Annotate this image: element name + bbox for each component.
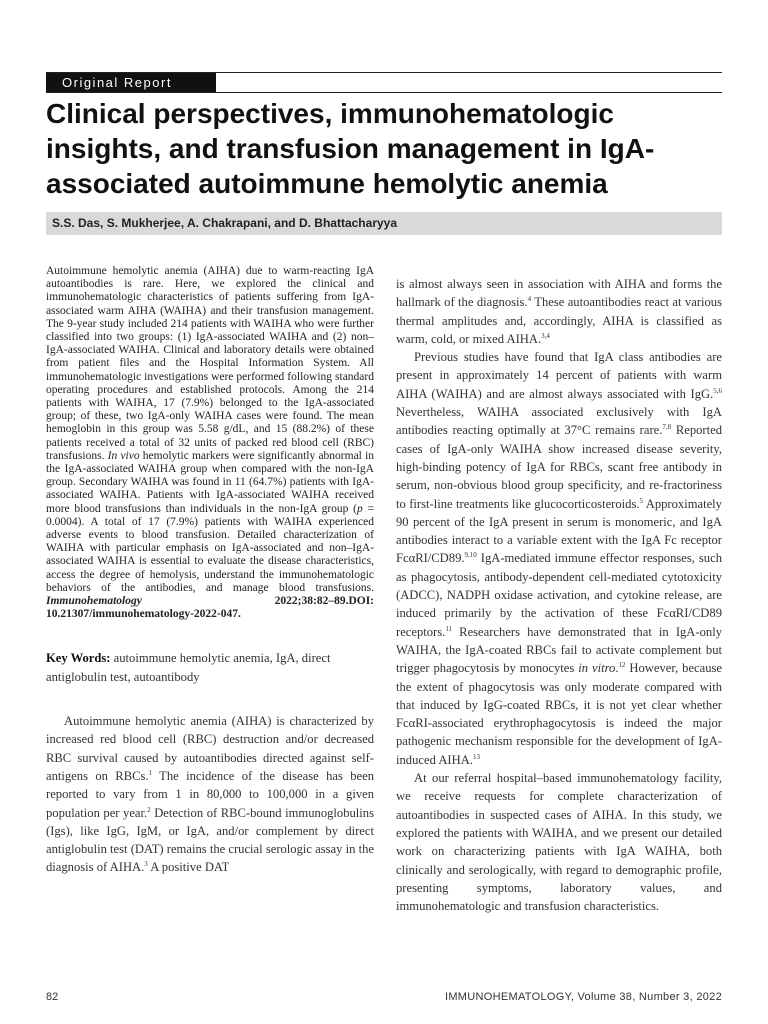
section-rule xyxy=(46,72,722,93)
body-text: Approximately 90 percent of the IgA present in serum is monomeric, and IgA antibodies interact to a variable extent with the IgA Fc receptor FcαRI/CD89. xyxy=(396,496,722,566)
body-text: Autoimmune hemolytic anemia (AIHA) is characterized by increased red blood cell (RBC) destruction and/or decreased RBC survival caused by autoantibodies directed against self-antigens on RBCs. xyxy=(46,714,374,783)
reference-marker[interactable]: 5 xyxy=(639,496,643,505)
reference-marker[interactable]: 13 xyxy=(472,752,480,761)
body-text: Reported cases of IgA-only WAIHA show increased disease severity, high-binding potency of IgA for RBCs, scant free antibody in serum, non-obvious blood group specificity, and re-fractoriness to first-line treatments like glucocorticosteroids. xyxy=(396,423,723,511)
abstract-p-value-symbol: p xyxy=(357,502,363,515)
body-text: At our referral hospital–based immunohematology facility, we receive requests for complete characterization of autoantibodies in suspected cases of AIHA. In this study, we explored the patients with WAIHA, and we present our detailed work on characterizing patients with IgA WAIHA, both clinically and serologically, with regard to demographic profile, presenting symptoms, laboratory values, and immunohematologic and transfusion characteristics. xyxy=(396,771,722,914)
left-column xyxy=(46,265,374,877)
keywords-label: Key Words: xyxy=(46,651,111,666)
keywords xyxy=(46,649,374,686)
citation-doi[interactable]: 2022;38:82–89.DOI: 10.21307/immunohematology-2022-047. xyxy=(46,595,374,621)
reference-marker[interactable]: 11 xyxy=(445,624,453,633)
keywords-text: autoimmune hemolytic anemia, IgA, direct antiglobulin test, autoantibody xyxy=(46,651,331,684)
reference-marker[interactable]: 4 xyxy=(527,295,532,304)
reference-marker[interactable]: 1 xyxy=(148,768,153,777)
body-text: Detection of RBC-bound immunoglobulins (Igs), like IgG, IgM, or IgA, and/or complement by direct antiglobulin test (DAT) remains the crucial serologic assay in the diagnosis of AIHA. xyxy=(46,805,374,875)
reference-marker[interactable]: 2 xyxy=(147,805,151,814)
in-vitro-term: in vitro xyxy=(578,661,616,676)
abstract-text-3: = 0.0004). A total of 17 (7.9%) patients with WAIHA experienced adverse events to blood transfusion. Detailed characterization of WAIHA with particular emphasis on IgA-associated and non–IgA-associated WAIHA is essential to evaluate the disease characteristics, access the degree of hemolysis, understand the immunohematologic behaviors of the antibodies, and manage blood transfusions. xyxy=(46,502,374,594)
reference-marker[interactable]: 9,10 xyxy=(464,551,477,560)
abstract xyxy=(46,265,374,621)
right-column xyxy=(396,275,722,915)
reference-marker[interactable]: 3,4 xyxy=(541,331,550,340)
body-text: Nevertheless, WAIHA associated exclusively with IgA antibodies reacting optimally at 37°C remains rare. xyxy=(396,405,722,438)
body-paragraph xyxy=(396,348,722,769)
body-paragraph xyxy=(396,275,722,348)
body-left xyxy=(46,712,374,877)
abstract-text-2: hemolytic markers were significantly abnormal in the IgA-associated WAIHA group when compared with the non-IgA group. Secondary WAIHA was found in 11 (64.7%) patients with IgA-associated WAIHA. Patients with IgA-associated WAIHA received more blood transfusions than individuals in the non-IgA group ( xyxy=(46,449,375,515)
reference-marker[interactable]: 12 xyxy=(618,661,626,670)
body-text: A positive DAT xyxy=(147,860,230,875)
body-text: These autoantibodies react at various thermal amplitudes and, accordingly, AIHA is classified as warm, cold, or mixed AIHA. xyxy=(396,295,722,346)
body-paragraph xyxy=(46,712,374,877)
citation-journal: Immunohematology xyxy=(46,595,142,608)
body-paragraph xyxy=(396,769,722,915)
abstract-paragraph xyxy=(46,265,374,621)
body-text: Researchers have demonstrated that in IgA-only WAIHA, the IgA-coated RBCs fail to activate complement but trigger phagocytosis by monocytes xyxy=(396,624,722,676)
abstract-text-1: Autoimmune hemolytic anemia (AIHA) due to warm-reacting IgA autoantibodies is rare. Here, we explored the clinical and immunohematologic characteristics of patients suffering from IgA-associated warm AIHA (WAIHA) and their transfusion management. The 9-year study included 214 patients with WAIHA who were further classified into two groups: (1) IgA-associated WAIHA and (2) non–IgA-associated WAIHA. Clinical and laboratory details were obtained from patient files and the Hospital Information System. All immunohematologic investigations were performed following standard operating procedures and established protocols. Among the 214 patients with WAIHA, 17 (7.9%) belonged to the IgA-associated group; of these, two IgA-only WAIHA cases were found. The mean hemoglobin in this group was 5.58 g/dL, and 15 (88.2%) of these patients received a total of 32 units of packed red blood cell (RBC) transfusions. xyxy=(46,265,374,462)
section-tag: Original Report xyxy=(46,73,216,92)
reference-marker[interactable]: 3 xyxy=(144,860,148,869)
body-text: is almost always seen in association with AIHA and forms the hallmark of the diagnosis. xyxy=(396,277,722,310)
body-text: . xyxy=(615,661,619,676)
body-text: However, because the extent of phagocytosis was only moderate compared with that induced by IgG-coated RBCs, it is not yet clear whether FcαRI-associated erythrophagocytosis is indeed the major pathogenic mechanism responsible for the development of IgA-induced AIHA. xyxy=(396,661,723,767)
body-text: IgA-mediated immune effector responses, such as phagocytosis, antibody-dependent cell-mediated cytotoxicity (ADCC), NADPH oxidase activation, and cytokine release, are induced primarily by the activation of these FcαRI/CD89 receptors. xyxy=(396,551,722,639)
reference-marker[interactable]: 5,6 xyxy=(713,386,722,395)
body-text: The incidence of the disease has been reported to vary from 1 in 80,000 to 100,000 in a given population per year. xyxy=(46,768,374,820)
reference-marker[interactable]: 7,8 xyxy=(662,423,672,432)
article-title: Clinical perspectives, immunohematologic insights, and transfusion management in IgA-associated autoimmune hemolytic anemia xyxy=(46,98,655,199)
author-list: S.S. Das, S. Mukherjee, A. Chakrapani, and D. Bhattacharyya xyxy=(46,212,722,235)
abstract-in-vivo: In vivo xyxy=(107,449,140,462)
journal-info: IMMUNOHEMATOLOGY, Volume 38, Number 3, 2022 xyxy=(444,991,722,1003)
body-text: Previous studies have found that IgA class antibodies are present in approximately 14 percent of patients with warm AIHA (WAIHA) and are almost always associated with IgG. xyxy=(396,350,722,401)
page-number: 82 xyxy=(46,991,59,1003)
